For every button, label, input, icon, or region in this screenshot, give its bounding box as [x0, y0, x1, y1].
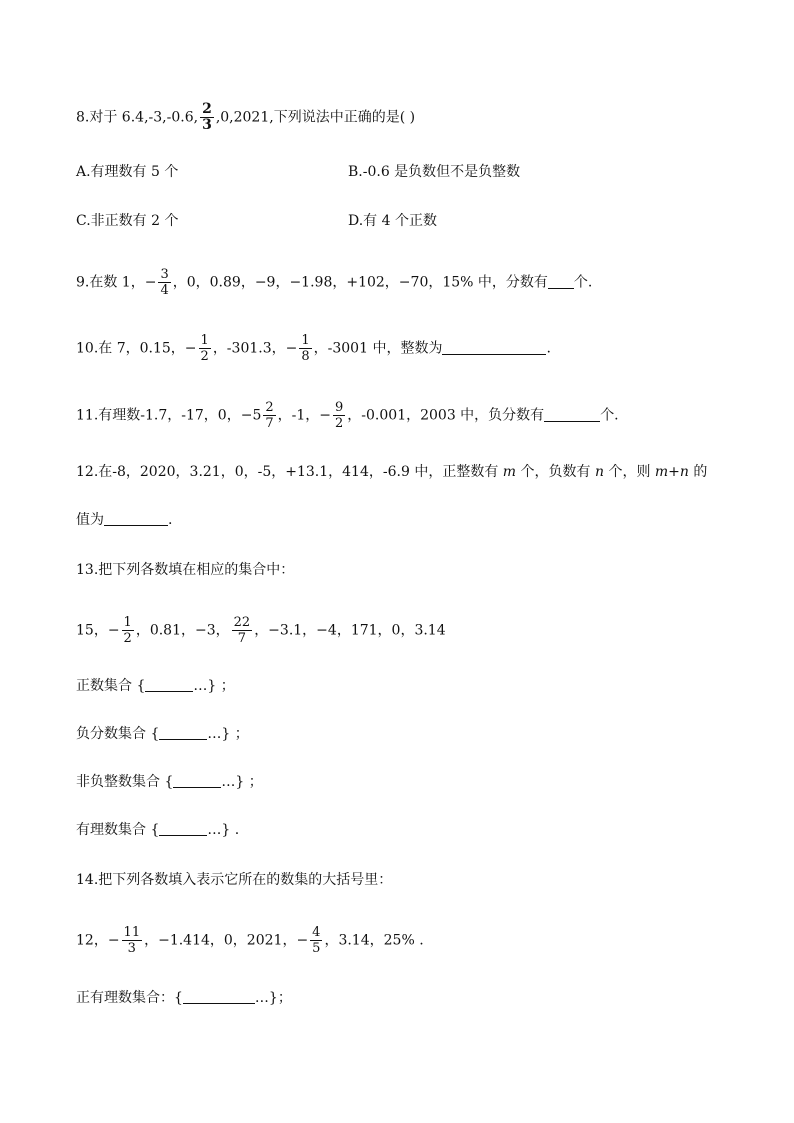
question-9 [76, 267, 592, 298]
q8-prefix: 8.对于 6.4,-3,-0.6, [76, 109, 199, 126]
q14-fraction-2 [310, 925, 322, 956]
q13-fraction-2 [232, 615, 253, 646]
q11-answer-blank[interactable] [544, 407, 600, 422]
q10-middle: ，-301.3，− [212, 340, 298, 357]
q14-set-label: 正有理数集合：{ [76, 990, 183, 1006]
q12-end: . [168, 512, 173, 528]
q13-set-positive-tail: …} ； [193, 678, 235, 694]
q13-set-negfrac-tail: …} ； [207, 726, 249, 742]
q9-frac-num: 3 [160, 267, 169, 282]
q13-set-nonneg-integer [76, 772, 263, 792]
q12-var-m: m [502, 464, 517, 480]
q12-text-4: 的 [688, 464, 708, 480]
q10-answer-blank[interactable] [442, 340, 546, 355]
q10-fraction-1 [199, 333, 211, 364]
q13-set-rational-label: 有理数集合 { [76, 822, 160, 838]
q13-set-negfrac-blank[interactable] [159, 725, 207, 740]
q10-suffix: ，-3001 中，整数为 [313, 340, 443, 357]
q14-set-positive-rational [76, 988, 292, 1008]
q10-prefix: 10.在 7，0.15，− [76, 340, 197, 357]
question-14-title: 14.把下列各数填入表示它所在的数集的大括号里： [76, 872, 393, 888]
q10-frac1-num: 1 [200, 333, 209, 348]
question-8 [76, 102, 415, 133]
q14-frac2-num: 4 [312, 925, 321, 940]
q12-answer-blank[interactable] [104, 511, 168, 526]
question-12 [76, 462, 707, 482]
q12-line2: 值为 [76, 512, 104, 528]
q13-frac2-den: 7 [237, 631, 247, 646]
q8-option-c: C.非正数有 2 个 [76, 213, 179, 229]
q13-set-positive-label: 正数集合 { [76, 678, 146, 694]
q13-set-positive-blank[interactable] [145, 677, 193, 692]
q9-frac-den: 4 [160, 283, 169, 298]
q13-numbers-middle: ，0.81，−3， [135, 622, 230, 639]
question-11 [76, 400, 619, 431]
q9-answer-blank[interactable] [548, 274, 574, 289]
q13-set-nonneg-tail: …} ； [221, 774, 263, 790]
q8-frac-den: 3 [202, 117, 212, 133]
q13-set-nonneg-blank[interactable] [173, 773, 221, 788]
q8-suffix: ,0,2021,下列说法中正确的是( ) [215, 109, 416, 126]
question-13-title: 13.把下列各数填在相应的集合中： [76, 562, 295, 578]
q14-frac1-den: 3 [127, 941, 136, 956]
q10-frac2-num: 1 [301, 333, 310, 348]
q11-frac2-num: 9 [335, 400, 344, 415]
q14-set-tail: …}； [254, 990, 292, 1006]
q13-set-negfrac-label: 负分数集合 { [76, 726, 160, 742]
q11-prefix: 11.有理数-1.7，-17，0，−5 [76, 407, 262, 424]
question-14-numbers [76, 925, 424, 956]
q13-set-negative-fraction [76, 724, 249, 744]
q10-frac2-den: 8 [301, 349, 310, 364]
q14-frac1-num: 11 [123, 925, 141, 940]
q14-numbers-suffix: ，3.14，25% . [324, 932, 424, 949]
q11-fraction-2 [333, 400, 345, 431]
question-12-line-2 [76, 510, 172, 530]
q13-numbers-suffix: ，−3.1，−4，171，0，3.14 [254, 622, 446, 639]
q13-set-rational-tail: …} . [207, 822, 240, 838]
q11-frac1-num: 2 [265, 400, 274, 415]
q13-set-positive [76, 676, 235, 696]
q8-option-a: A.有理数有 5 个 [76, 164, 179, 180]
q12-text-3: 个，则 [604, 464, 655, 480]
q12-var-mn: m+n [654, 464, 689, 480]
q12-text-2: 个，负数有 [516, 464, 595, 480]
q14-fraction-1 [122, 925, 143, 956]
q8-option-b: B.-0.6 是负数但不是负整数 [348, 164, 521, 180]
q14-numbers-middle: ，−1.414，0，2021，− [144, 932, 309, 949]
q10-frac1-den: 2 [200, 349, 209, 364]
q11-suffix: ，-0.001，2003 中，负分数有 [347, 407, 545, 424]
question-10 [76, 333, 551, 364]
q9-suffix: 个. [573, 274, 593, 291]
q13-fraction-1 [122, 615, 134, 646]
question-13-numbers [76, 615, 446, 646]
q8-option-d: D.有 4 个正数 [348, 213, 437, 229]
q13-frac1-den: 2 [123, 631, 132, 646]
q11-frac2-den: 2 [335, 416, 344, 431]
q9-fraction [158, 267, 170, 298]
q13-set-nonneg-label: 非负整数集合 { [76, 774, 174, 790]
q14-frac2-den: 5 [312, 941, 321, 956]
q10-fraction-2 [299, 333, 311, 364]
q13-set-rational-blank[interactable] [159, 821, 207, 836]
q11-frac1-den: 7 [265, 416, 274, 431]
q13-frac1-num: 1 [123, 615, 132, 630]
q8-frac-num: 2 [202, 101, 212, 117]
q14-numbers-prefix: 12，− [76, 932, 120, 949]
q11-fraction-1 [263, 400, 275, 431]
q12-var-n: n [594, 464, 604, 480]
q10-end: . [546, 340, 551, 357]
q8-fraction [200, 102, 214, 133]
q9-middle: ，0，0.89，−9，−1.98，+102，−70，15% 中，分数有 [172, 274, 548, 291]
q14-set-blank[interactable] [183, 989, 255, 1004]
q13-numbers-prefix: 15，− [76, 622, 120, 639]
q9-prefix: 9.在数 1，− [76, 274, 157, 291]
q12-text-1: 12.在-8，2020，3.21，0，-5，+13.1，414，-6.9 中，正整数有 [76, 464, 503, 480]
q11-end: 个. [600, 407, 619, 424]
q13-set-rational [76, 820, 239, 840]
q11-middle: ，-1，− [277, 407, 332, 424]
q13-frac2-num: 22 [233, 615, 251, 630]
